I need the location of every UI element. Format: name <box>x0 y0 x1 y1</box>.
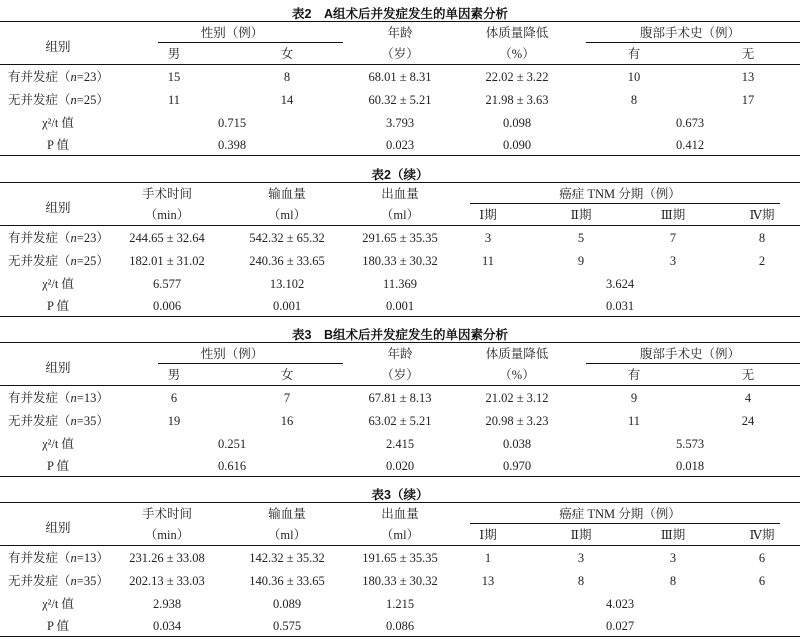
cell-yes: 8 <box>630 93 638 107</box>
cell-stage-2: 8 <box>577 574 585 588</box>
stat-abd-surgery: 0.673 <box>675 116 705 130</box>
cell-stage-1: 11 <box>481 254 495 268</box>
cell-stage-3: 7 <box>669 231 677 245</box>
table-caption: 表3（续） <box>371 488 429 502</box>
cell-transfusion: 542.32 ± 65.32 <box>249 231 325 245</box>
header-male: 男 <box>167 47 181 61</box>
row-label: 无并发症（n=35） <box>8 414 109 428</box>
group-header: 组别 <box>45 521 71 535</box>
cell-stage-1: 1 <box>484 551 492 565</box>
header-subline <box>158 42 343 43</box>
header-tnm-stage: 癌症 TNM 分期（例） <box>559 187 681 201</box>
header-op-time-unit: （min） <box>144 528 190 542</box>
p-age: 0.023 <box>385 138 415 152</box>
table-caption: 表2 A组术后并发症发生的单因素分析 <box>292 7 508 21</box>
table-rule-thick <box>0 342 800 343</box>
cell-stage-2: 5 <box>577 231 585 245</box>
header-stage-4: Ⅳ期 <box>749 528 775 542</box>
p-weight: 0.970 <box>502 459 532 473</box>
stat-sex: 0.251 <box>217 437 247 451</box>
header-transfusion-unit: （ml） <box>267 208 307 222</box>
cell-male: 19 <box>167 414 181 428</box>
p-op-time: 0.006 <box>152 299 182 313</box>
stat-transfusion: 0.089 <box>272 597 302 611</box>
group-header: 组别 <box>45 361 71 375</box>
cell-male: 6 <box>170 391 178 405</box>
p-sex: 0.616 <box>217 459 247 473</box>
table-rule-thick <box>0 502 800 503</box>
header-stage-2: Ⅱ期 <box>570 528 592 542</box>
header-transfusion-unit: （ml） <box>267 528 307 542</box>
header-male: 男 <box>167 368 181 382</box>
cell-male: 11 <box>167 93 181 107</box>
cell-op-time: 231.26 ± 33.08 <box>129 551 205 565</box>
cell-no: 4 <box>744 391 752 405</box>
p-transfusion: 0.575 <box>272 619 302 633</box>
header-tnm-stage: 癌症 TNM 分期（例） <box>559 507 681 521</box>
cell-stage-3: 3 <box>669 551 677 565</box>
header-op-time-unit: （min） <box>144 208 190 222</box>
header-weight-unit: （%） <box>499 368 535 382</box>
header-transfusion: 输血量 <box>268 187 306 201</box>
stat-op-time: 6.577 <box>152 277 182 291</box>
cell-transfusion: 142.32 ± 35.32 <box>249 551 325 565</box>
header-yes: 有 <box>627 368 641 382</box>
header-blood-loss-unit: （ml） <box>380 208 420 222</box>
cell-stage-4: 2 <box>758 254 766 268</box>
row-label: 无并发症（n=25） <box>8 254 109 268</box>
p-blood-loss: 0.001 <box>385 299 415 313</box>
cell-age: 60.32 ± 5.21 <box>368 93 432 107</box>
header-sex: 性别（例） <box>200 347 264 361</box>
header-subline <box>586 42 800 43</box>
cell-female: 8 <box>283 70 291 84</box>
header-subline <box>586 363 800 364</box>
row-label: 无并发症（n=35） <box>8 574 109 588</box>
stat-tnm-stage: 3.624 <box>605 277 635 291</box>
cell-no: 13 <box>741 70 755 84</box>
cell-op-time: 182.01 ± 31.02 <box>129 254 205 268</box>
table-rule-thick <box>0 316 800 317</box>
header-female: 女 <box>280 368 294 382</box>
header-stage-2: Ⅱ期 <box>570 208 592 222</box>
header-stage-4: Ⅳ期 <box>749 208 775 222</box>
header-subline <box>470 203 780 204</box>
p-sex: 0.398 <box>217 138 247 152</box>
table-rule-thick <box>0 21 800 22</box>
p-tnm-stage: 0.027 <box>605 619 635 633</box>
stat-label: χ²/t 值 <box>42 116 74 130</box>
header-abd-surgery: 腹部手术史（例） <box>639 26 741 40</box>
stat-age: 3.793 <box>385 116 415 130</box>
table-rule-thin <box>0 385 800 386</box>
row-label: 有并发症（n=13） <box>8 391 109 405</box>
header-subline <box>158 363 343 364</box>
cell-stage-1: 3 <box>484 231 492 245</box>
p-age: 0.020 <box>385 459 415 473</box>
header-sex: 性别（例） <box>200 26 264 40</box>
row-label: 有并发症（n=23） <box>8 231 109 245</box>
cell-female: 14 <box>280 93 294 107</box>
header-stage-3: Ⅲ期 <box>660 528 686 542</box>
cell-stage-3: 8 <box>669 574 677 588</box>
header-blood-loss: 出血量 <box>381 507 419 521</box>
cell-stage-4: 6 <box>758 551 766 565</box>
p-label: P 值 <box>46 299 70 313</box>
p-abd-surgery: 0.412 <box>675 138 705 152</box>
header-blood-loss-unit: （ml） <box>380 528 420 542</box>
stat-weight: 0.038 <box>502 437 532 451</box>
cell-stage-2: 3 <box>577 551 585 565</box>
table-rule-thin <box>0 225 800 226</box>
p-blood-loss: 0.086 <box>385 619 415 633</box>
cell-yes: 10 <box>627 70 641 84</box>
cell-male: 15 <box>167 70 181 84</box>
stat-blood-loss: 1.215 <box>385 597 415 611</box>
table-rule-thick <box>0 476 800 477</box>
table-rule-thick <box>0 182 800 183</box>
header-op-time: 手术时间 <box>141 187 193 201</box>
p-label: P 值 <box>46 459 70 473</box>
header-age: 年龄 <box>387 26 413 40</box>
stat-tnm-stage: 4.023 <box>605 597 635 611</box>
stat-label: χ²/t 值 <box>42 597 74 611</box>
header-age-unit: （岁） <box>381 368 419 382</box>
cell-stage-4: 8 <box>758 231 766 245</box>
cell-female: 16 <box>280 414 294 428</box>
table-rule-thick <box>0 636 800 637</box>
cell-op-time: 202.13 ± 33.03 <box>129 574 205 588</box>
header-stage-3: Ⅲ期 <box>660 208 686 222</box>
stat-abd-surgery: 5.573 <box>675 437 705 451</box>
cell-age: 68.01 ± 8.31 <box>368 70 432 84</box>
table-caption: 表2（续） <box>371 168 429 182</box>
cell-stage-2: 9 <box>577 254 585 268</box>
cell-op-time: 244.65 ± 32.64 <box>129 231 205 245</box>
cell-stage-1: 13 <box>481 574 495 588</box>
header-weight-unit: （%） <box>499 47 535 61</box>
cell-weight: 21.98 ± 3.63 <box>485 93 549 107</box>
cell-blood-loss: 180.33 ± 30.32 <box>362 574 438 588</box>
cell-yes: 9 <box>630 391 638 405</box>
stat-age: 2.415 <box>385 437 415 451</box>
header-transfusion: 输血量 <box>268 507 306 521</box>
header-subline <box>470 523 780 524</box>
header-yes: 有 <box>627 47 641 61</box>
cell-transfusion: 140.36 ± 33.65 <box>249 574 325 588</box>
group-header: 组别 <box>45 201 71 215</box>
cell-yes: 11 <box>627 414 641 428</box>
header-age: 年龄 <box>387 347 413 361</box>
cell-weight: 22.02 ± 3.22 <box>485 70 549 84</box>
header-female: 女 <box>280 47 294 61</box>
stat-op-time: 2.938 <box>152 597 182 611</box>
cell-blood-loss: 191.65 ± 35.35 <box>362 551 438 565</box>
stat-blood-loss: 11.369 <box>383 277 417 291</box>
header-weight: 体质量降低 <box>485 347 549 361</box>
cell-transfusion: 240.36 ± 33.65 <box>249 254 325 268</box>
p-label: P 值 <box>46 138 70 152</box>
table-rule-thin <box>0 64 800 65</box>
cell-weight: 20.98 ± 3.23 <box>485 414 549 428</box>
cell-weight: 21.02 ± 3.12 <box>485 391 549 405</box>
cell-no: 17 <box>741 93 755 107</box>
header-age-unit: （岁） <box>381 47 419 61</box>
table-rule-thick <box>0 155 800 156</box>
p-label: P 值 <box>46 619 70 633</box>
cell-age: 67.81 ± 8.13 <box>368 391 432 405</box>
p-weight: 0.090 <box>502 138 532 152</box>
stat-transfusion: 13.102 <box>269 277 305 291</box>
cell-female: 7 <box>283 391 291 405</box>
p-op-time: 0.034 <box>152 619 182 633</box>
group-header: 组别 <box>45 40 71 54</box>
row-label: 有并发症（n=13） <box>8 551 109 565</box>
header-no: 无 <box>741 368 755 382</box>
row-label: 有并发症（n=23） <box>8 70 109 84</box>
stat-weight: 0.098 <box>502 116 532 130</box>
table-caption: 表3 B组术后并发症发生的单因素分析 <box>292 328 508 342</box>
cell-stage-4: 6 <box>758 574 766 588</box>
p-tnm-stage: 0.031 <box>605 299 635 313</box>
cell-stage-3: 3 <box>669 254 677 268</box>
stat-sex: 0.715 <box>217 116 247 130</box>
cell-blood-loss: 180.33 ± 30.32 <box>362 254 438 268</box>
table-rule-thin <box>0 545 800 546</box>
p-abd-surgery: 0.018 <box>675 459 705 473</box>
header-abd-surgery: 腹部手术史（例） <box>639 347 741 361</box>
stat-label: χ²/t 值 <box>42 437 74 451</box>
p-transfusion: 0.001 <box>272 299 302 313</box>
header-no: 无 <box>741 47 755 61</box>
header-op-time: 手术时间 <box>141 507 193 521</box>
header-weight: 体质量降低 <box>485 26 549 40</box>
cell-blood-loss: 291.65 ± 35.35 <box>362 231 438 245</box>
cell-no: 24 <box>741 414 755 428</box>
header-stage-1: Ⅰ期 <box>479 528 497 542</box>
stat-label: χ²/t 值 <box>42 277 74 291</box>
header-blood-loss: 出血量 <box>381 187 419 201</box>
cell-age: 63.02 ± 5.21 <box>368 414 432 428</box>
row-label: 无并发症（n=25） <box>8 93 109 107</box>
header-stage-1: Ⅰ期 <box>479 208 497 222</box>
